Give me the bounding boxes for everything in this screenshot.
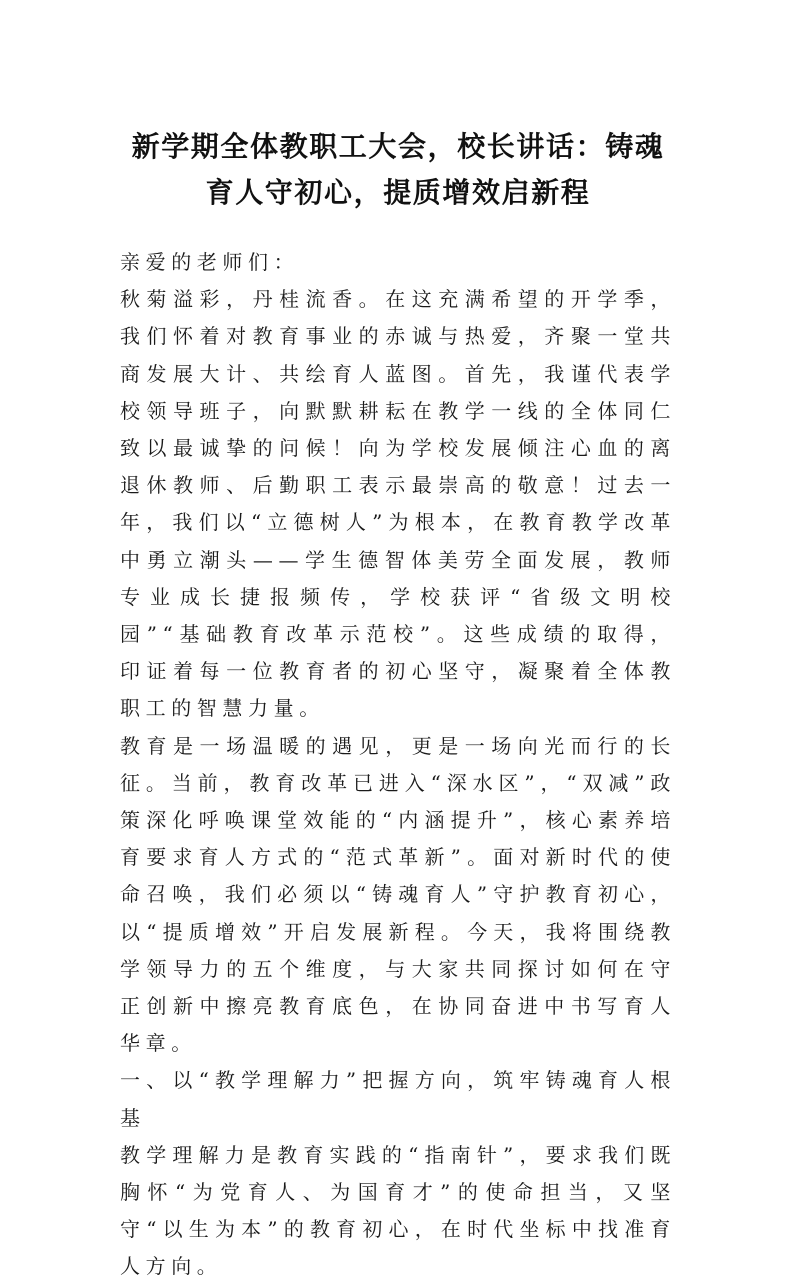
paragraph-context: 教育是一场温暖的遇见，更是一场向光而行的长征。当前，教育改革已进入“深水区”，“双减”政策深化呼唤课堂效能的“内涵提升”，核心素养培育要求育人方式的“范式革新”。面对新时代的使命召唤，我们必须以“铸魂育人”守护教育初心，以“提质增效”开启发展新程。今天，我将围绕教学领导力的五个维度，与大家共同探讨如何在守正创新中擦亮教育底色，在协同奋进中书写育人华章。 (120, 733, 676, 1056)
salutation: 亲爱的老师们： (120, 250, 300, 274)
section-heading-1: 一、以“教学理解力”把握方向，筑牢铸魂育人根基 (120, 1068, 676, 1130)
document-body (120, 244, 676, 1286)
document-title: 新学期全体教职工大会，校长讲话：铸魂育人守初心，提质增效启新程 (131, 130, 665, 209)
paragraph-opening: 秋菊溢彩，丹桂流香。在这充满希望的开学季，我们怀着对教育事业的赤诚与热爱，齐聚一堂共商发展大计、共绘育人蓝图。首先，我谨代表学校领导班子，向默默耕耘在教学一线的全体同仁致以最诚挚的问候！向为学校发展倾注心血的离退休教师、后勤职工表示最崇高的敬意！过去一年，我们以“立德树人”为根本，在教育教学改革中勇立潮头——学生德智体美劳全面发展，教师专业成长捷报频传，学校获评“省级文明校园”“基础教育改革示范校”。这些成绩的取得，印证着每一位教育者的初心坚守，凝聚着全体教职工的智慧力量。 (120, 287, 676, 721)
paragraph-section-1: 教学理解力是教育实践的“指南针”，要求我们既胸怀“为党育人、为国育才”的使命担当，又坚守“以生为本”的教育初心，在时代坐标中找准育人方向。 (120, 1142, 676, 1279)
